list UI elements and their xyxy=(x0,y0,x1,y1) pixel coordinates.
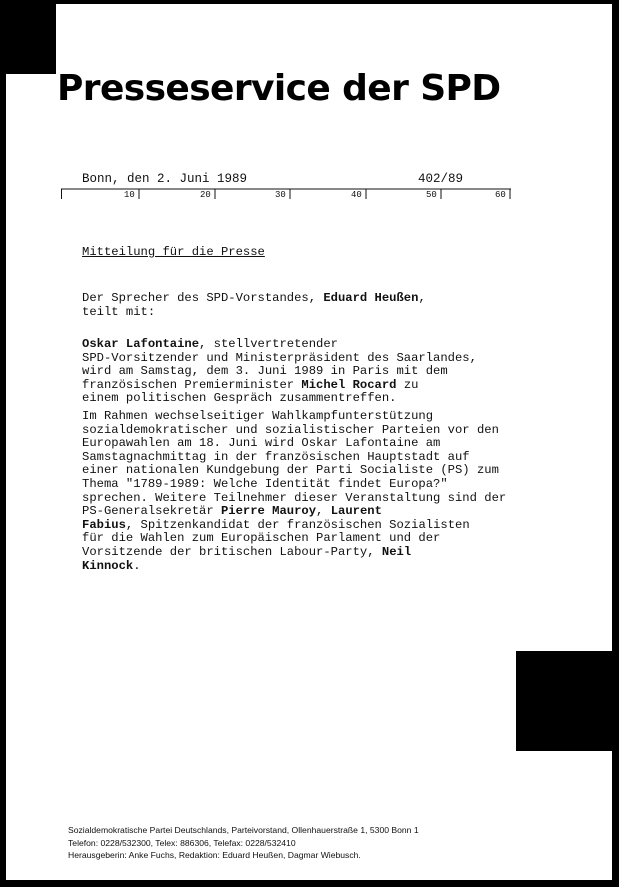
paragraph-line: Im Rahmen wechselseitiger Wahlkampfunterstützung xyxy=(82,409,434,423)
text-span: . xyxy=(133,558,141,573)
text-span: französischen Premierminister xyxy=(82,377,302,392)
ruler-label: 40 xyxy=(351,190,362,200)
letterhead-footer xyxy=(68,824,419,862)
paragraph-line: SPD-Vorsitzender und Ministerpräsident des Saarlandes, xyxy=(82,350,477,365)
date-line: Bonn, den 2. Juni 1989 xyxy=(82,172,248,186)
text-span: zu xyxy=(396,377,419,392)
paragraph-1 xyxy=(82,338,477,406)
person-name: Kinnock xyxy=(82,558,134,573)
paragraph-line: Europawahlen am 18. Juni wird Oskar Lafontaine am xyxy=(82,436,441,451)
paragraph-line: einem politischen Gespräch zusammentreffen. xyxy=(82,391,397,406)
paragraph-line xyxy=(82,505,506,519)
footer-address: Sozialdemokratische Partei Deutschlands, Parteivorstand, Ollenhauerstraße 1, 5300 Bonn 1 xyxy=(68,825,419,835)
paragraph-line: Samstagnachmittag in der französischen Hauptstadt auf xyxy=(82,449,470,464)
text-span: PS-Generalsekretär xyxy=(82,504,221,519)
paragraph-line: sozialdemokratischer und sozialistischer Parteien vor den xyxy=(82,422,499,437)
person-name: Laurent xyxy=(330,504,382,519)
ruler-label: 50 xyxy=(426,190,437,200)
scan-edge-black-top-left xyxy=(6,4,56,74)
paragraph-line xyxy=(82,519,506,533)
paragraph-line xyxy=(82,338,477,352)
text-span: , Spitzenkandidat der französischen Sozialisten xyxy=(125,517,470,532)
speaker-name: Eduard Heußen xyxy=(323,291,419,305)
text-span: Der Sprecher des SPD-Vorstandes, xyxy=(82,291,324,305)
ruler-label: 10 xyxy=(124,190,135,200)
person-name: Fabius xyxy=(82,517,126,532)
person-name: Oskar Lafontaine xyxy=(82,337,200,351)
paragraph-line: für die Wahlen zum Europäischen Parlament und der xyxy=(82,531,441,546)
typing-ruler xyxy=(61,187,511,205)
paragraph-line xyxy=(82,546,506,560)
footer-contact: Telefon: 0228/532300, Telex: 886306, Telefax: 0228/532410 xyxy=(68,837,296,848)
person-name: Pierre Mauroy xyxy=(220,504,317,519)
document-number: 402/89 xyxy=(418,172,464,186)
text-span: , xyxy=(418,291,426,305)
document-page xyxy=(6,4,612,880)
paragraph-line: Thema "1789-1989: Welche Identität findet Europa?" xyxy=(82,476,448,491)
press-release-heading: Mitteilung für die Presse xyxy=(82,245,265,259)
intro-block xyxy=(82,292,426,319)
paragraph-line xyxy=(82,560,506,574)
person-name: Michel Rocard xyxy=(301,377,397,392)
scan-edge-black-right xyxy=(516,651,612,751)
person-name: Neil xyxy=(381,544,412,559)
paragraph-line: einer nationalen Kundgebung der Parti Socialiste (PS) zum xyxy=(82,463,499,478)
text-span: , stellvertretender xyxy=(199,337,338,351)
letterhead-title: Presseservice der SPD xyxy=(57,68,501,109)
intro-line: teilt mit: xyxy=(82,304,156,319)
footer-editors: Herausgeberin: Anke Fuchs, Redaktion: Eduard Heußen, Dagmar Wiebusch. xyxy=(68,850,361,860)
ruler-label: 60 xyxy=(495,190,506,200)
ruler-label: 30 xyxy=(275,190,286,200)
ruler-label: 20 xyxy=(200,190,211,200)
paragraph-line: sprechen. Weitere Teilnehmer dieser Veranstaltung sind der xyxy=(82,490,507,505)
paragraph-line: wird am Samstag, dem 3. Juni 1989 in Paris mit dem xyxy=(82,364,448,379)
paragraph-line xyxy=(82,379,477,393)
intro-line xyxy=(82,292,426,306)
text-span: , xyxy=(316,504,331,519)
text-span: Vorsitzende der britischen Labour-Party, xyxy=(82,544,382,559)
paragraph-2 xyxy=(82,410,506,573)
